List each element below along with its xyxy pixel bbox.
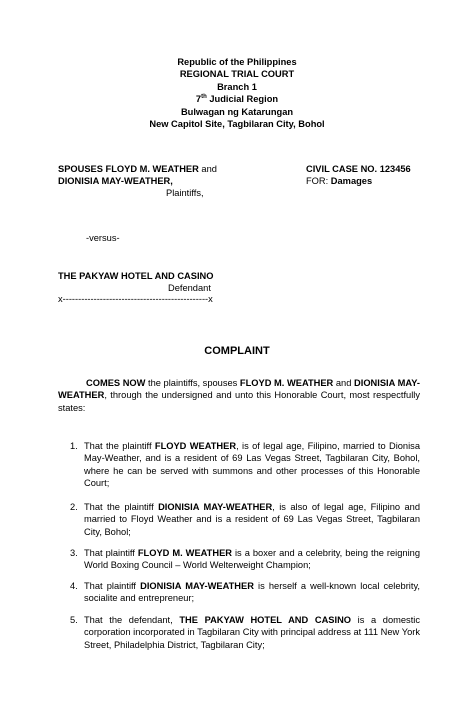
court-name: REGIONAL TRIAL COURT [179, 69, 295, 80]
allegation-text-pre: That the defendant, [84, 615, 180, 625]
allegation-text-bold: THE PAKYAW HOTEL AND CASINO [179, 615, 352, 625]
intro-floyd: FLOYD M. WEATHER [239, 378, 334, 388]
allegation-text-bold: FLOYD M. WEATHER [137, 548, 232, 558]
court-branch: Branch 1 [217, 81, 257, 92]
allegation-text-post: , is also of legal age, Filipino and married to Floyd Weather and is a resident of 69 Las Vegas Street, Tagbilaran City, Bohol; [84, 502, 420, 537]
defendant-label: Defendant [168, 283, 211, 293]
allegation-text-post: is a domestic corporation incorporated in Tagbilaran City with principal address at 111 New York Street, Philadelphia District, Tagbilaran City; [84, 615, 421, 650]
allegation-text-pre: That the plaintiff [84, 441, 155, 451]
allegation-text-pre: That the plaintiff [84, 502, 159, 512]
allegation-number: 2. [70, 502, 78, 512]
case-number: CIVIL CASE NO. 123456 [306, 164, 411, 174]
document-title: COMPLAINT [204, 345, 270, 357]
plaintiff-2-name: DIONISIA MAY-WEATHER, [58, 176, 173, 186]
allegation-text [84, 440, 420, 489]
intro-dionisia: DIONISIA MAY-WEATHER [58, 378, 420, 401]
court-address: New Capitol Site, Tagbilaran City, Bohol [149, 119, 325, 130]
allegation-text-bold: FLOYD WEATHER [154, 441, 237, 451]
intro-text-1: the plaintiffs, spouses [145, 378, 240, 388]
allegation-number: 5. [70, 615, 78, 625]
allegation-text-post: is herself a well-known local celebrity, socialite and entrepreneur; [84, 581, 421, 604]
plaintiff-line-1 [58, 163, 217, 176]
for-label: FOR: [306, 176, 329, 186]
region-text: Judicial Region [206, 94, 279, 105]
case-nature [306, 175, 372, 188]
court-hall: Bulwagan ng Katarungan [180, 106, 294, 117]
intro-text-3: , through the undersigned and unto this Honorable Court, most respectfully states: [58, 390, 420, 413]
allegation-text-bold: DIONISIA MAY-WEATHER [158, 502, 273, 512]
allegation-text [84, 614, 420, 651]
for-value: Damages [328, 176, 373, 186]
allegation-text-post: , is of legal age, Filipino, married to Dionisa May-Weather, and is a resident of 69 Las Vegas Street, Tagbilaran City, Bohol, where he can be served with summons and other processes of this Honorable Court; [84, 441, 420, 488]
allegation-text-pre: That plaintiff [84, 548, 138, 558]
allegation-number: 3. [70, 548, 78, 558]
allegation-number: 1. [70, 441, 78, 451]
court-header [100, 56, 374, 130]
defendant-name: THE PAKYAW HOTEL AND CASINO [58, 271, 214, 281]
allegation-text-post: is a boxer and a celebrity, being the reigning World Boxing Council – World Welterweight Champion; [84, 548, 420, 571]
court-region [100, 93, 374, 105]
allegation-text [84, 547, 420, 572]
allegation-text [84, 501, 420, 538]
plaintiffs-label: Plaintiffs, [166, 188, 204, 198]
plaintiff-1-and: and [198, 164, 217, 174]
court-republic: Republic of the Philippines [177, 57, 297, 67]
intro-paragraph [58, 377, 420, 414]
plaintiff-1-name: SPOUSES FLOYD M. WEATHER [58, 164, 199, 174]
region-ordinal: th [201, 94, 207, 101]
intro-comes-now: COMES NOW [86, 378, 146, 388]
allegation-text-pre: That plaintiff [84, 581, 141, 591]
allegation-text-bold: DIONISIA MAY-WEATHER [140, 581, 254, 591]
region-number: 7 [195, 94, 202, 105]
versus-text: -versus- [86, 233, 120, 243]
allegation-number: 4. [70, 581, 78, 591]
allegation-text [84, 580, 420, 605]
caption-separator: x-----------------------------------------------x [58, 294, 213, 304]
intro-text-2: and [333, 378, 355, 388]
